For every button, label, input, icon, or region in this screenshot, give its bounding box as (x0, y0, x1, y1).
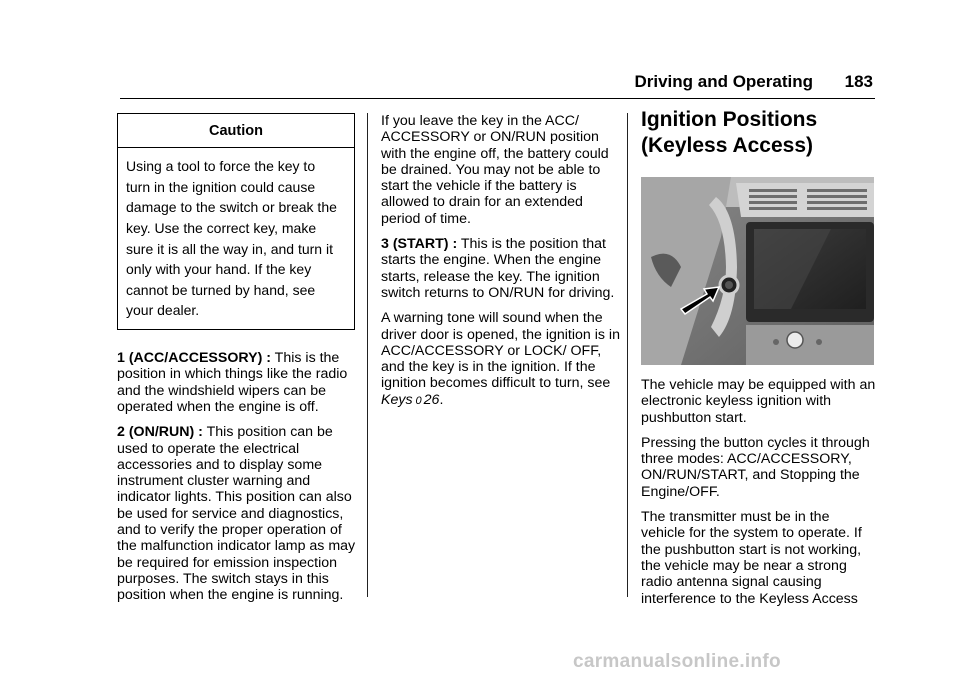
caution-title: Caution (118, 114, 354, 148)
xref-page: 26 (423, 391, 440, 408)
caution-line: only with your hand. If the key (126, 261, 312, 278)
leave-key-paragraph: If you leave the key in the ACC/ ACCESSORY or ON/RUN position with the engine off, the battery could be drained. You may not be able to start the vehicle if the battery is allowed to drain for an extended period of time. (381, 113, 609, 227)
column-divider (367, 113, 368, 597)
section-title: Driving and Operating (634, 72, 813, 91)
acc-text: This is the position in which things like the radio and the windshield wipers can be operated when the engine is off. (117, 350, 348, 415)
warning-text: A warning tone will sound when the driver door is opened, the ignition is in ACC/ACCESSORY or LOCK/ OFF, and the key is in the ignition. If the ignition becomes difficult to turn, see (381, 310, 620, 392)
xref-period: . (439, 391, 444, 408)
caution-line: sure it is all the way in, and turn it (126, 240, 333, 257)
caution-line: Using a tool to force the key to (126, 158, 316, 175)
xref-label: Keys (381, 391, 413, 408)
keyless-para-3: The transmitter must be in the vehicle for the system to operate. If the pushbutton start is not working, the vehicle may be near a strong radio antenna signal causing interference to the Keyless Access (641, 509, 862, 607)
column-right (641, 107, 877, 616)
keyless-para-1: The vehicle may be equipped with an electronic keyless ignition with pushbutton start. (641, 377, 876, 426)
caution-box (117, 113, 355, 330)
dashboard-pushbutton-figure (641, 177, 874, 365)
page-header (120, 72, 875, 99)
caution-line: your dealer. (126, 302, 200, 319)
acc-term: 1 (ACC/ACCESSORY) : (117, 350, 271, 367)
column-divider (627, 113, 628, 597)
acc-paragraph (117, 350, 357, 415)
run-term: 2 (ON/RUN) : (117, 424, 203, 441)
column-left (117, 113, 357, 613)
start-paragraph (381, 236, 621, 301)
keys-link[interactable] (381, 392, 439, 408)
heading-line: (Keyless Access) (641, 134, 813, 157)
caution-body (118, 148, 354, 329)
keyless-heading (641, 107, 877, 159)
page-ref-arrow-icon: 0 (415, 394, 422, 407)
run-text: This position can be used to operate the electrical accessories and to display some instrument cluster warning and indicator lights. This position can also be used for service and diagnostics, and to verify the proper operation of the malfunction indicator lamp as may be required for emission inspection purposes. The switch stays in this position when the engine is running. (117, 424, 356, 604)
start-text: This is the position that starts the engine. When the engine starts, release the key. The ignition switch returns to ON/RUN for driving. (381, 236, 615, 301)
watermark: carmanualsonline.info (573, 651, 781, 672)
caution-line: key. Use the correct key, make (126, 220, 317, 237)
page-number: 183 (844, 72, 873, 91)
warning-paragraph (381, 310, 621, 409)
caution-line: cannot be turned by hand, see (126, 281, 316, 298)
heading-line: Ignition Positions (641, 108, 818, 131)
run-paragraph (117, 424, 357, 603)
column-middle (381, 113, 621, 418)
caution-line: damage to the switch or break the (126, 199, 337, 216)
caution-line: turn in the ignition could cause (126, 178, 316, 195)
start-term: 3 (START) : (381, 236, 458, 253)
keyless-para-2: Pressing the button cycles it through three modes: ACC/ACCESSORY, ON/RUN/START, and Stopping the Engine/OFF. (641, 434, 870, 500)
